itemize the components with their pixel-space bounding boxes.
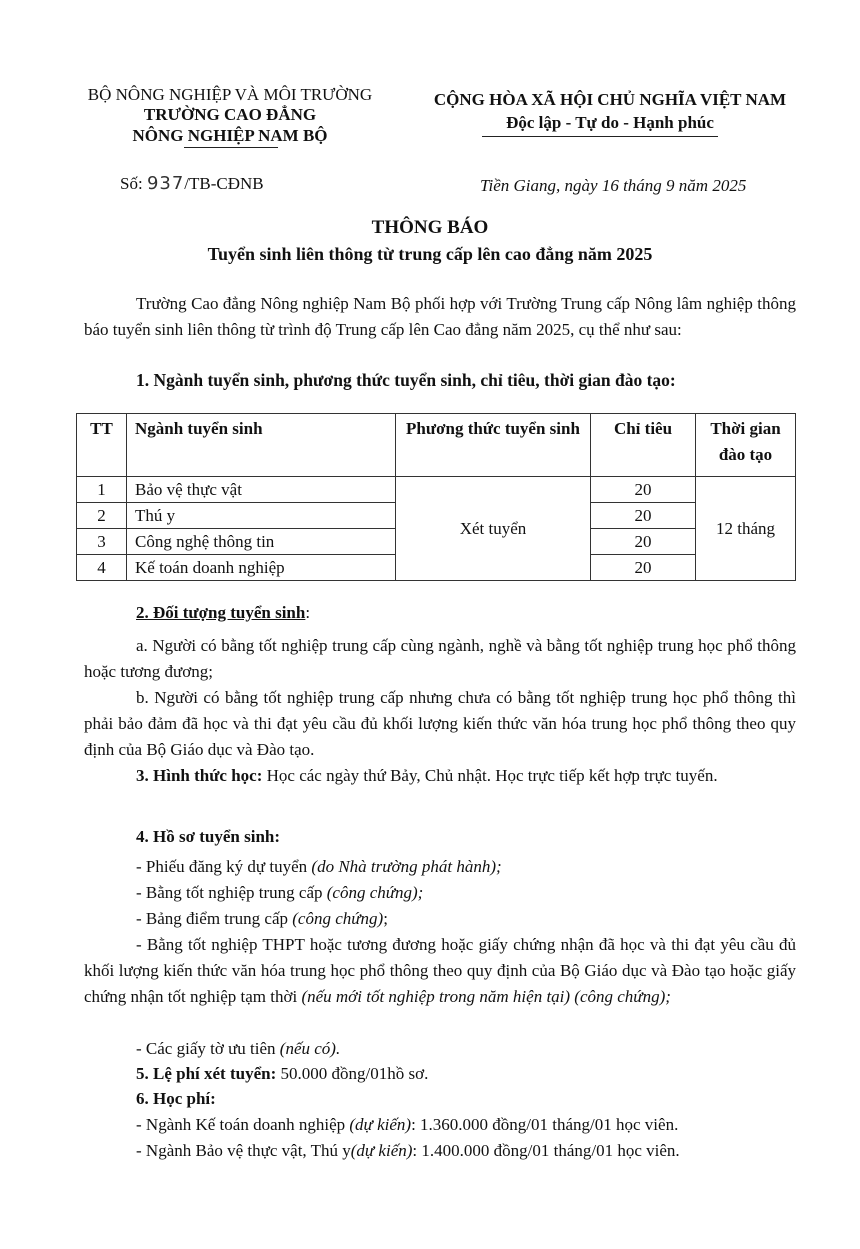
section5-paragraph	[84, 1061, 796, 1087]
section2-heading-text: 2. Đối tượng tuyển sinh	[136, 603, 306, 622]
section2-heading	[136, 604, 310, 621]
section2-colon: :	[305, 603, 311, 622]
line1-text: - Ngành Kế toán doanh nghiệp	[136, 1115, 350, 1134]
row-tt: 3	[77, 529, 127, 555]
row-major: Kế toán doanh nghiệp	[127, 555, 396, 581]
section4-item2	[84, 880, 796, 906]
section5-text: 50.000 đồng/01hồ sơ.	[276, 1064, 429, 1083]
nation-name: CỘNG HÒA XÃ HỘI CHỦ NGHĨA VIỆT NAM	[433, 90, 787, 109]
section6-heading: 6. Học phí:	[136, 1089, 216, 1108]
number-suffix: /TB-CĐNB	[184, 174, 264, 193]
table-row	[77, 477, 796, 503]
row-major: Thú y	[127, 503, 396, 529]
motto: Độc lập - Tự do - Hạnh phúc	[506, 113, 714, 132]
section4-item5	[84, 1036, 796, 1062]
item5-text: - Các giấy tờ ưu tiên	[136, 1039, 280, 1058]
document-number	[120, 175, 264, 193]
duration-cell: 12 tháng	[696, 477, 796, 581]
handwritten-number: 937	[146, 173, 185, 194]
item1-note: (do Nhà trường phát hành);	[311, 857, 502, 876]
item4-note: (nếu mới tốt nghiệp trong năm hiện tại) (công chứng);	[301, 987, 671, 1006]
place-date: Tiền Giang, ngày 16 tháng 9 năm 2025	[480, 176, 747, 195]
admissions-table	[76, 413, 796, 581]
section3-heading: 3. Hình thức học:	[136, 766, 263, 785]
section4-item1	[84, 854, 796, 880]
school-name-line1: TRƯỜNG CAO ĐẲNG	[143, 105, 317, 124]
row-tt: 1	[77, 477, 127, 503]
row-tt: 4	[77, 555, 127, 581]
intro-paragraph: Trường Cao đẳng Nông nghiệp Nam Bộ phối hợp với Trường Trung cấp Nông lâm nghiệp thông báo tuyển sinh liên thông từ trình độ Trung cấp lên Cao đẳng năm 2025, cụ thể như sau:	[84, 294, 796, 339]
section1-heading: 1. Ngành tuyển sinh, phương thức tuyển sinh, chỉ tiêu, thời gian đào tạo:	[136, 370, 676, 390]
section4-heading: 4. Hồ sơ tuyển sinh:	[136, 827, 281, 846]
header-method: Phương thức tuyển sinh	[396, 414, 591, 477]
header-major: Ngành tuyển sinh	[127, 414, 396, 477]
header-tt: TT	[77, 414, 127, 477]
row-major: Bảo vệ thực vật	[127, 477, 396, 503]
section3-paragraph	[84, 763, 796, 789]
section2-item-a: a. Người có bằng tốt nghiệp trung cấp cùng ngành, nghề và bằng tốt nghiệp trung học phổ thông hoặc tương đương;	[84, 636, 796, 681]
motto-underline	[482, 136, 718, 137]
header-duration: Thời gian đào tạo	[696, 414, 796, 477]
section6-line1	[136, 1112, 816, 1138]
school-name-line2: NÔNG NGHIỆP NAM BỘ	[132, 126, 328, 145]
number-prefix: Số:	[120, 174, 143, 193]
section6-line2	[136, 1138, 816, 1164]
section5-heading: 5. Lệ phí xét tuyển:	[136, 1064, 277, 1083]
item1-text: - Phiếu đăng ký dự tuyển	[136, 857, 312, 876]
line1-end: : 1.360.000 đồng/01 tháng/01 học viên.	[411, 1115, 679, 1134]
row-quota: 20	[591, 503, 696, 529]
item5-note: (nếu có).	[279, 1039, 341, 1058]
item3-text: - Bảng điểm trung cấp	[136, 909, 293, 928]
method-cell: Xét tuyển	[396, 477, 591, 581]
header-quota: Chỉ tiêu	[591, 414, 696, 477]
item2-text: - Bằng tốt nghiệp trung cấp	[136, 883, 327, 902]
table-header-row	[77, 414, 796, 477]
school-underline	[184, 147, 278, 148]
row-quota: 20	[591, 477, 696, 503]
item2-note: (công chứng);	[326, 883, 424, 902]
section2-item-b: b. Người có bằng tốt nghiệp trung cấp nhưng chưa có bằng tốt nghiệp trung học phổ thông thì phải bảo đảm đã học và thi đạt yêu cầu đủ khối lượng kiến thức văn hóa trung học phổ thông theo quy định của Bộ Giáo dục và Đào tạo.	[84, 688, 796, 759]
item4-text: - Bằng tốt nghiệp THPT hoặc tương đương hoặc giấy chứng nhận đã học và thi đạt yêu cầu đủ khối lượng kiến thức văn hóa trung học phổ thông theo quy định của Bộ Giáo dục và Đào tạo hoặc giấy chứng nhận tốt nghiệp tạm thời	[84, 935, 796, 1006]
item3-note: (công chứng)	[292, 909, 384, 928]
row-tt: 2	[77, 503, 127, 529]
section3-text: Học các ngày thứ Bảy, Chủ nhật. Học trực tiếp kết hợp trực tuyến.	[262, 766, 718, 785]
row-quota: 20	[591, 555, 696, 581]
doc-title: THÔNG BÁO	[371, 217, 489, 238]
section4-item3	[84, 906, 796, 932]
line1-note: (dự kiến)	[349, 1115, 412, 1134]
doc-subtitle: Tuyển sinh liên thông từ trung cấp lên cao đẳng năm 2025	[207, 244, 653, 264]
section4-item4	[84, 932, 796, 1010]
line2-end: : 1.400.000 đồng/01 tháng/01 học viên.	[412, 1141, 680, 1160]
row-quota: 20	[591, 529, 696, 555]
ministry-name: BỘ NÔNG NGHIỆP VÀ MÔI TRƯỜNG	[87, 85, 373, 104]
item3-end: ;	[383, 909, 388, 928]
line2-note: (dự kiến)	[350, 1141, 413, 1160]
row-major: Công nghệ thông tin	[127, 529, 396, 555]
line2-text: - Ngành Bảo vệ thực vật, Thú y	[136, 1141, 351, 1160]
